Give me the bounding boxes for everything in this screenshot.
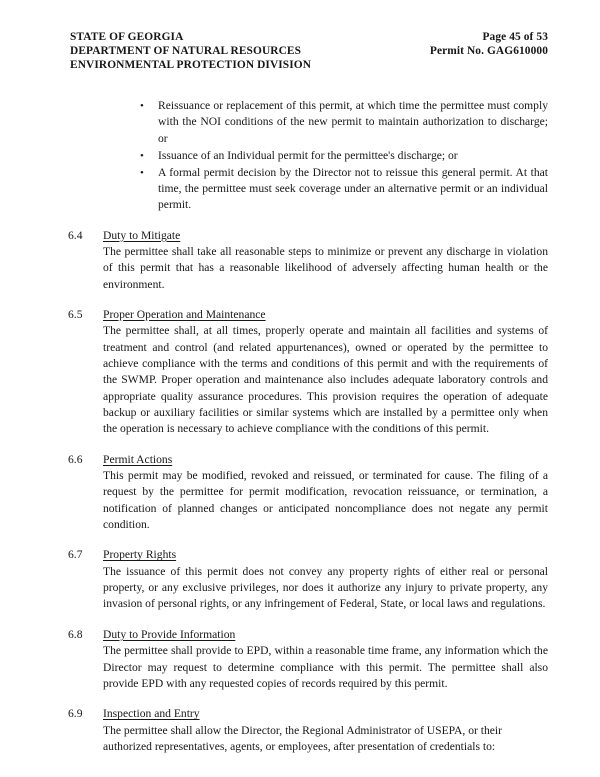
document-body: [68, 98, 548, 755]
section-number: 6.7: [68, 548, 83, 562]
section-heading: Inspection and Entry: [103, 707, 200, 721]
section-body: The issuance of this permit does not convey any property rights of either real or personal property, or any exclusive privileges, nor does it authorize any injury to private property, any invasion of personal rights, or any infringement of Federal, State, or local laws and regulations.: [103, 564, 548, 611]
agency-line-department: DEPARTMENT OF NATURAL RESOURCES: [70, 45, 302, 58]
list-item-text: Reissuance or replacement of this permit, at which time the permittee must comply with the NOI conditions of the new permit to maintain authorization to discharge; or: [158, 99, 548, 145]
bullet-icon: •: [140, 100, 144, 112]
agency-line-state: STATE OF GEORGIA: [70, 31, 184, 43]
agency-line-division: ENVIRONMENTAL PROTECTION DIVISION: [70, 59, 312, 72]
permit-number: Permit No. GAG610000: [429, 45, 548, 58]
page-number: Page 45 of 53: [482, 31, 548, 43]
section-body: The permittee shall, at all times, properly operate and maintain all facilities and systems of treatment and control (and related appurtenances), owned or operated by the permittee to achieve compliance with the terms and conditions of this permit and with the requirements of the SWMP. Proper operation and maintenance also includes adequate laboratory controls and appropriate quality assurance procedures. This provision requires the operation of adequate backup or auxiliary facilities or similar systems which are installed by a permittee only when the operation is necessary to achieve compliance with the conditions of this permit.: [103, 324, 548, 436]
section-heading: Proper Operation and Maintenance: [103, 307, 266, 321]
section-6-9: [68, 706, 548, 755]
agency-header: [70, 30, 311, 73]
section-number: 6.6: [68, 452, 83, 466]
section-heading: Duty to Provide Information: [103, 627, 236, 641]
list-item: [68, 98, 548, 147]
section-6-4: [68, 228, 548, 293]
permit-header: [430, 30, 548, 58]
section-heading: Property Rights: [103, 548, 177, 562]
section-heading: Permit Actions: [103, 452, 173, 466]
section-body: The permittee shall allow the Director, the Regional Administrator of USEPA, or their authorized representatives, agents, or employees, after presentation of credentials to:: [103, 723, 503, 753]
continuation-bullet-list: [68, 98, 548, 214]
section-number: 6.4: [68, 228, 83, 242]
section-6-5: [68, 307, 548, 438]
section-6-6: [68, 452, 548, 534]
section-body: This permit may be modified, revoked and reissued, or terminated for cause. The filing of a request by the permittee for permit modification, revocation reissuance, or termination, a notification of planned changes or anticipated noncompliance does not negate any permit condition.: [103, 469, 548, 532]
document-header: [70, 30, 548, 73]
list-item-text: A formal permit decision by the Director not to reissue this general permit. At that time, the permittee must seek coverage under an alternative permit or an individual permit.: [158, 165, 548, 212]
list-item: [68, 165, 548, 214]
list-item-text: Issuance of an Individual permit for the permittee's discharge; or: [158, 148, 458, 162]
section-body: The permittee shall provide to EPD, within a reasonable time frame, any information which the Director may request to determine compliance with this permit. The permittee shall also provide EPD with any requested copies of records required by this permit.: [103, 644, 548, 690]
section-6-7: [68, 547, 548, 612]
bullet-icon: •: [140, 166, 144, 179]
list-item: [68, 148, 548, 164]
section-number: 6.9: [68, 707, 83, 721]
section-heading: Duty to Mitigate: [103, 228, 181, 242]
section-body: The permittee shall take all reasonable steps to minimize or prevent any discharge in violation of this permit that has a reasonable likelihood of adversely affecting human health or the environment.: [103, 244, 548, 291]
section-number: 6.8: [68, 627, 83, 641]
section-6-8: [68, 627, 548, 692]
section-number: 6.5: [68, 307, 83, 321]
bullet-icon: •: [140, 149, 144, 162]
